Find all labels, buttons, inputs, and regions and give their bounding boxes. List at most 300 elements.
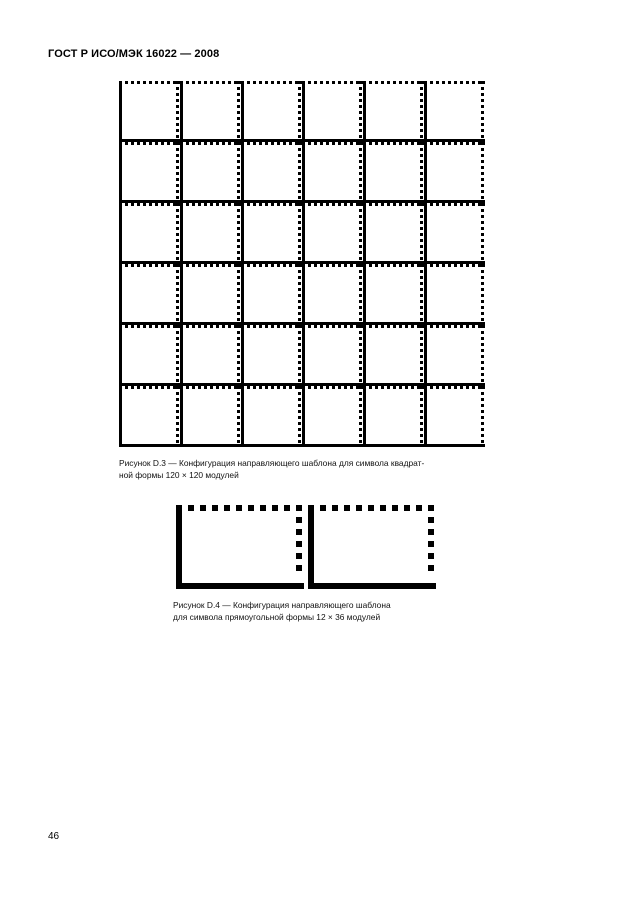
- clock-module: [237, 233, 240, 236]
- solid-left-edge: [363, 81, 366, 142]
- clock-module: [481, 440, 484, 443]
- clock-module: [137, 386, 140, 389]
- clock-module: [484, 386, 485, 389]
- clock-module: [332, 386, 335, 389]
- clock-module: [308, 203, 311, 206]
- clock-module: [344, 264, 347, 267]
- solid-bottom-edge: [176, 583, 304, 589]
- clock-module: [338, 203, 341, 206]
- clock-module: [320, 81, 323, 84]
- clock-module: [460, 203, 463, 206]
- solid-bottom-edge: [302, 139, 363, 142]
- clock-module: [381, 81, 384, 84]
- clock-module: [420, 379, 423, 382]
- clock-module: [228, 203, 231, 206]
- figure-d4-caption-line1: Рисунок D.4 — Конфигурация направляющего шаблона: [173, 600, 391, 610]
- clock-module: [359, 251, 362, 254]
- clock-module: [176, 123, 179, 126]
- clock-module: [420, 294, 423, 297]
- clock-module: [380, 505, 386, 511]
- clock-module: [237, 154, 240, 157]
- clock-module: [454, 264, 457, 267]
- clock-module: [420, 355, 423, 358]
- solid-left-edge: [308, 505, 314, 589]
- clock-module: [298, 123, 301, 126]
- data-region: [424, 325, 485, 386]
- clock-module: [186, 81, 189, 84]
- data-region: [424, 264, 485, 325]
- clock-module: [298, 367, 301, 370]
- clock-module: [298, 227, 301, 230]
- clock-module: [237, 135, 240, 138]
- clock-module: [298, 392, 301, 395]
- clock-module: [237, 221, 240, 224]
- clock-module: [198, 203, 201, 206]
- clock-module: [234, 142, 237, 145]
- clock-module: [176, 392, 179, 395]
- clock-module: [359, 87, 362, 90]
- clock-module: [222, 81, 225, 84]
- clock-module: [314, 81, 317, 84]
- clock-module: [338, 386, 341, 389]
- solid-bottom-edge: [180, 139, 241, 142]
- clock-module: [237, 209, 240, 212]
- clock-module: [228, 325, 231, 328]
- clock-module: [460, 386, 463, 389]
- clock-module: [192, 142, 195, 145]
- clock-module: [308, 325, 311, 328]
- clock-module: [298, 196, 301, 199]
- clock-module: [155, 325, 158, 328]
- clock-module: [359, 148, 362, 151]
- clock-module: [363, 81, 366, 84]
- clock-module: [481, 129, 484, 132]
- solid-bottom-edge: [424, 200, 485, 203]
- clock-module: [237, 227, 240, 230]
- clock-module: [265, 325, 268, 328]
- clock-module: [420, 343, 423, 346]
- solid-left-edge: [363, 264, 366, 325]
- solid-left-edge: [302, 81, 305, 142]
- clock-module: [359, 166, 362, 169]
- clock-module: [454, 142, 457, 145]
- clock-module: [481, 178, 484, 181]
- clock-module: [420, 123, 423, 126]
- clock-module: [289, 142, 292, 145]
- clock-module: [204, 81, 207, 84]
- solid-left-edge: [241, 264, 244, 325]
- clock-module: [237, 288, 240, 291]
- clock-module: [481, 227, 484, 230]
- clock-module: [368, 505, 374, 511]
- clock-module: [271, 264, 274, 267]
- clock-module: [253, 386, 256, 389]
- clock-module: [237, 105, 240, 108]
- solid-bottom-edge: [180, 444, 241, 447]
- clock-module: [237, 87, 240, 90]
- clock-module: [204, 264, 207, 267]
- clock-module: [137, 142, 140, 145]
- clock-module: [119, 142, 122, 145]
- clock-module: [131, 203, 134, 206]
- clock-module: [283, 203, 286, 206]
- clock-module: [204, 386, 207, 389]
- clock-module: [478, 81, 481, 84]
- document-header: ГОСТ Р ИСО/МЭК 16022 — 2008: [48, 48, 220, 60]
- clock-module: [176, 343, 179, 346]
- clock-module: [359, 172, 362, 175]
- clock-module: [420, 306, 423, 309]
- clock-module: [478, 142, 481, 145]
- clock-module: [420, 172, 423, 175]
- solid-bottom-edge: [302, 322, 363, 325]
- clock-module: [228, 142, 231, 145]
- clock-module: [442, 264, 445, 267]
- solid-left-edge: [424, 386, 427, 447]
- clock-module: [472, 264, 475, 267]
- clock-module: [359, 196, 362, 199]
- data-region: [302, 203, 365, 264]
- clock-module: [167, 325, 170, 328]
- solid-bottom-edge: [302, 383, 363, 386]
- clock-module: [125, 386, 128, 389]
- solid-bottom-edge: [119, 444, 180, 447]
- clock-module: [241, 81, 244, 84]
- clock-module: [237, 428, 240, 431]
- clock-module: [176, 318, 179, 321]
- clock-module: [420, 434, 423, 437]
- solid-bottom-edge: [424, 261, 485, 264]
- clock-module: [237, 276, 240, 279]
- clock-module: [359, 221, 362, 224]
- clock-module: [314, 325, 317, 328]
- clock-module: [216, 325, 219, 328]
- solid-bottom-edge: [180, 322, 241, 325]
- solid-left-edge: [302, 325, 305, 386]
- clock-module: [186, 203, 189, 206]
- clock-module: [237, 331, 240, 334]
- clock-module: [359, 209, 362, 212]
- solid-bottom-edge: [119, 200, 180, 203]
- clock-module: [420, 440, 423, 443]
- clock-module: [359, 190, 362, 193]
- clock-module: [338, 325, 341, 328]
- clock-module: [381, 264, 384, 267]
- data-region: [302, 142, 365, 203]
- clock-module: [176, 135, 179, 138]
- clock-module: [420, 209, 423, 212]
- clock-module: [302, 386, 305, 389]
- clock-module: [375, 386, 378, 389]
- clock-module: [176, 410, 179, 413]
- clock-module: [149, 325, 152, 328]
- solid-bottom-edge: [241, 322, 302, 325]
- clock-module: [237, 386, 240, 389]
- clock-module: [481, 81, 484, 84]
- clock-module: [265, 264, 268, 267]
- clock-module: [332, 203, 335, 206]
- clock-module: [481, 276, 484, 279]
- clock-module: [137, 81, 140, 84]
- clock-module: [320, 386, 323, 389]
- data-region: [119, 325, 182, 386]
- clock-module: [332, 81, 335, 84]
- clock-module: [186, 142, 189, 145]
- clock-module: [180, 386, 183, 389]
- clock-module: [277, 386, 280, 389]
- clock-module: [295, 203, 298, 206]
- data-region: [308, 505, 436, 589]
- clock-module: [204, 203, 207, 206]
- clock-module: [180, 325, 183, 328]
- clock-module: [137, 325, 140, 328]
- clock-module: [289, 203, 292, 206]
- clock-module: [167, 264, 170, 267]
- clock-module: [420, 142, 423, 145]
- clock-module: [143, 203, 146, 206]
- clock-module: [237, 422, 240, 425]
- clock-module: [420, 251, 423, 254]
- clock-module: [436, 142, 439, 145]
- clock-module: [176, 270, 179, 273]
- clock-module: [143, 81, 146, 84]
- clock-module: [295, 386, 298, 389]
- clock-module: [253, 325, 256, 328]
- clock-module: [176, 300, 179, 303]
- clock-module: [188, 505, 194, 511]
- solid-bottom-edge: [180, 383, 241, 386]
- clock-module: [210, 325, 213, 328]
- clock-module: [176, 87, 179, 90]
- clock-module: [298, 81, 301, 84]
- data-region: [180, 81, 243, 142]
- clock-module: [454, 325, 457, 328]
- clock-module: [393, 81, 396, 84]
- clock-module: [481, 93, 484, 96]
- clock-module: [298, 93, 301, 96]
- data-region: [241, 325, 304, 386]
- clock-module: [417, 142, 420, 145]
- solid-left-edge: [119, 325, 122, 386]
- clock-module: [119, 325, 122, 328]
- clock-module: [228, 264, 231, 267]
- clock-module: [481, 361, 484, 364]
- solid-bottom-edge: [119, 261, 180, 264]
- clock-module: [481, 154, 484, 157]
- clock-module: [428, 529, 434, 535]
- clock-module: [359, 306, 362, 309]
- clock-module: [298, 294, 301, 297]
- data-region: [363, 81, 426, 142]
- clock-module: [228, 386, 231, 389]
- clock-module: [192, 325, 195, 328]
- clock-module: [393, 142, 396, 145]
- clock-module: [326, 325, 329, 328]
- clock-module: [247, 142, 250, 145]
- clock-module: [430, 203, 433, 206]
- clock-module: [198, 386, 201, 389]
- clock-module: [283, 264, 286, 267]
- clock-module: [420, 190, 423, 193]
- clock-module: [381, 386, 384, 389]
- clock-module: [359, 379, 362, 382]
- clock-module: [237, 117, 240, 120]
- clock-module: [359, 264, 362, 267]
- clock-module: [173, 142, 176, 145]
- page-number: 46: [48, 831, 60, 842]
- clock-module: [289, 81, 292, 84]
- clock-module: [176, 129, 179, 132]
- data-region: [424, 142, 485, 203]
- clock-module: [356, 203, 359, 206]
- clock-module: [411, 203, 414, 206]
- solid-left-edge: [241, 325, 244, 386]
- data-region: [424, 81, 485, 142]
- clock-module: [259, 142, 262, 145]
- clock-module: [298, 117, 301, 120]
- clock-module: [237, 270, 240, 273]
- clock-module: [237, 142, 240, 145]
- clock-module: [234, 81, 237, 84]
- clock-module: [481, 355, 484, 358]
- clock-module: [363, 142, 366, 145]
- clock-module: [259, 81, 262, 84]
- solid-left-edge: [176, 505, 182, 589]
- clock-module: [411, 264, 414, 267]
- clock-module: [320, 264, 323, 267]
- clock-module: [283, 142, 286, 145]
- clock-module: [466, 81, 469, 84]
- clock-module: [417, 203, 420, 206]
- clock-module: [448, 81, 451, 84]
- clock-module: [298, 129, 301, 132]
- clock-module: [180, 203, 183, 206]
- clock-module: [161, 386, 164, 389]
- clock-module: [420, 227, 423, 230]
- clock-module: [481, 221, 484, 224]
- clock-module: [265, 142, 268, 145]
- clock-module: [344, 142, 347, 145]
- solid-bottom-edge: [363, 261, 424, 264]
- clock-module: [284, 505, 290, 511]
- clock-module: [176, 337, 179, 340]
- clock-module: [173, 325, 176, 328]
- solid-left-edge: [241, 81, 244, 142]
- solid-left-edge: [363, 386, 366, 447]
- solid-left-edge: [119, 142, 122, 203]
- solid-left-edge: [241, 203, 244, 264]
- clock-module: [478, 264, 481, 267]
- clock-module: [420, 392, 423, 395]
- clock-module: [298, 428, 301, 431]
- clock-module: [247, 325, 250, 328]
- clock-module: [302, 142, 305, 145]
- clock-module: [237, 148, 240, 151]
- clock-module: [176, 257, 179, 260]
- clock-module: [484, 203, 485, 206]
- clock-module: [176, 209, 179, 212]
- clock-module: [176, 434, 179, 437]
- clock-module: [198, 325, 201, 328]
- clock-module: [176, 245, 179, 248]
- clock-module: [298, 209, 301, 212]
- solid-left-edge: [241, 386, 244, 447]
- clock-module: [420, 331, 423, 334]
- clock-module: [405, 203, 408, 206]
- clock-module: [296, 529, 302, 535]
- clock-module: [478, 325, 481, 328]
- clock-module: [210, 264, 213, 267]
- clock-module: [176, 221, 179, 224]
- clock-module: [460, 264, 463, 267]
- clock-module: [359, 270, 362, 273]
- clock-module: [481, 245, 484, 248]
- clock-module: [237, 294, 240, 297]
- clock-module: [359, 355, 362, 358]
- clock-module: [472, 203, 475, 206]
- clock-module: [237, 392, 240, 395]
- clock-module: [399, 264, 402, 267]
- solid-bottom-edge: [241, 383, 302, 386]
- clock-module: [149, 81, 152, 84]
- clock-module: [298, 135, 301, 138]
- clock-module: [204, 142, 207, 145]
- clock-module: [359, 422, 362, 425]
- solid-left-edge: [119, 386, 122, 447]
- clock-module: [460, 142, 463, 145]
- clock-module: [314, 142, 317, 145]
- clock-module: [271, 203, 274, 206]
- clock-module: [420, 117, 423, 120]
- clock-module: [481, 422, 484, 425]
- clock-module: [420, 276, 423, 279]
- clock-module: [359, 111, 362, 114]
- clock-module: [420, 99, 423, 102]
- clock-module: [237, 325, 240, 328]
- clock-module: [137, 203, 140, 206]
- data-region: [302, 325, 365, 386]
- clock-module: [375, 142, 378, 145]
- clock-module: [359, 203, 362, 206]
- clock-module: [222, 142, 225, 145]
- clock-module: [149, 264, 152, 267]
- clock-module: [241, 386, 244, 389]
- clock-module: [298, 355, 301, 358]
- clock-module: [481, 190, 484, 193]
- clock-module: [247, 264, 250, 267]
- clock-module: [430, 264, 433, 267]
- data-region: [180, 325, 243, 386]
- clock-module: [200, 505, 206, 511]
- clock-module: [296, 505, 302, 511]
- clock-module: [359, 117, 362, 120]
- clock-module: [176, 306, 179, 309]
- clock-module: [350, 264, 353, 267]
- clock-module: [359, 325, 362, 328]
- clock-module: [375, 81, 378, 84]
- clock-module: [466, 142, 469, 145]
- clock-module: [417, 81, 420, 84]
- clock-module: [484, 142, 485, 145]
- clock-module: [359, 288, 362, 291]
- clock-module: [298, 410, 301, 413]
- clock-module: [387, 264, 390, 267]
- clock-module: [420, 184, 423, 187]
- clock-module: [344, 505, 350, 511]
- clock-module: [237, 337, 240, 340]
- clock-module: [237, 178, 240, 181]
- clock-module: [359, 227, 362, 230]
